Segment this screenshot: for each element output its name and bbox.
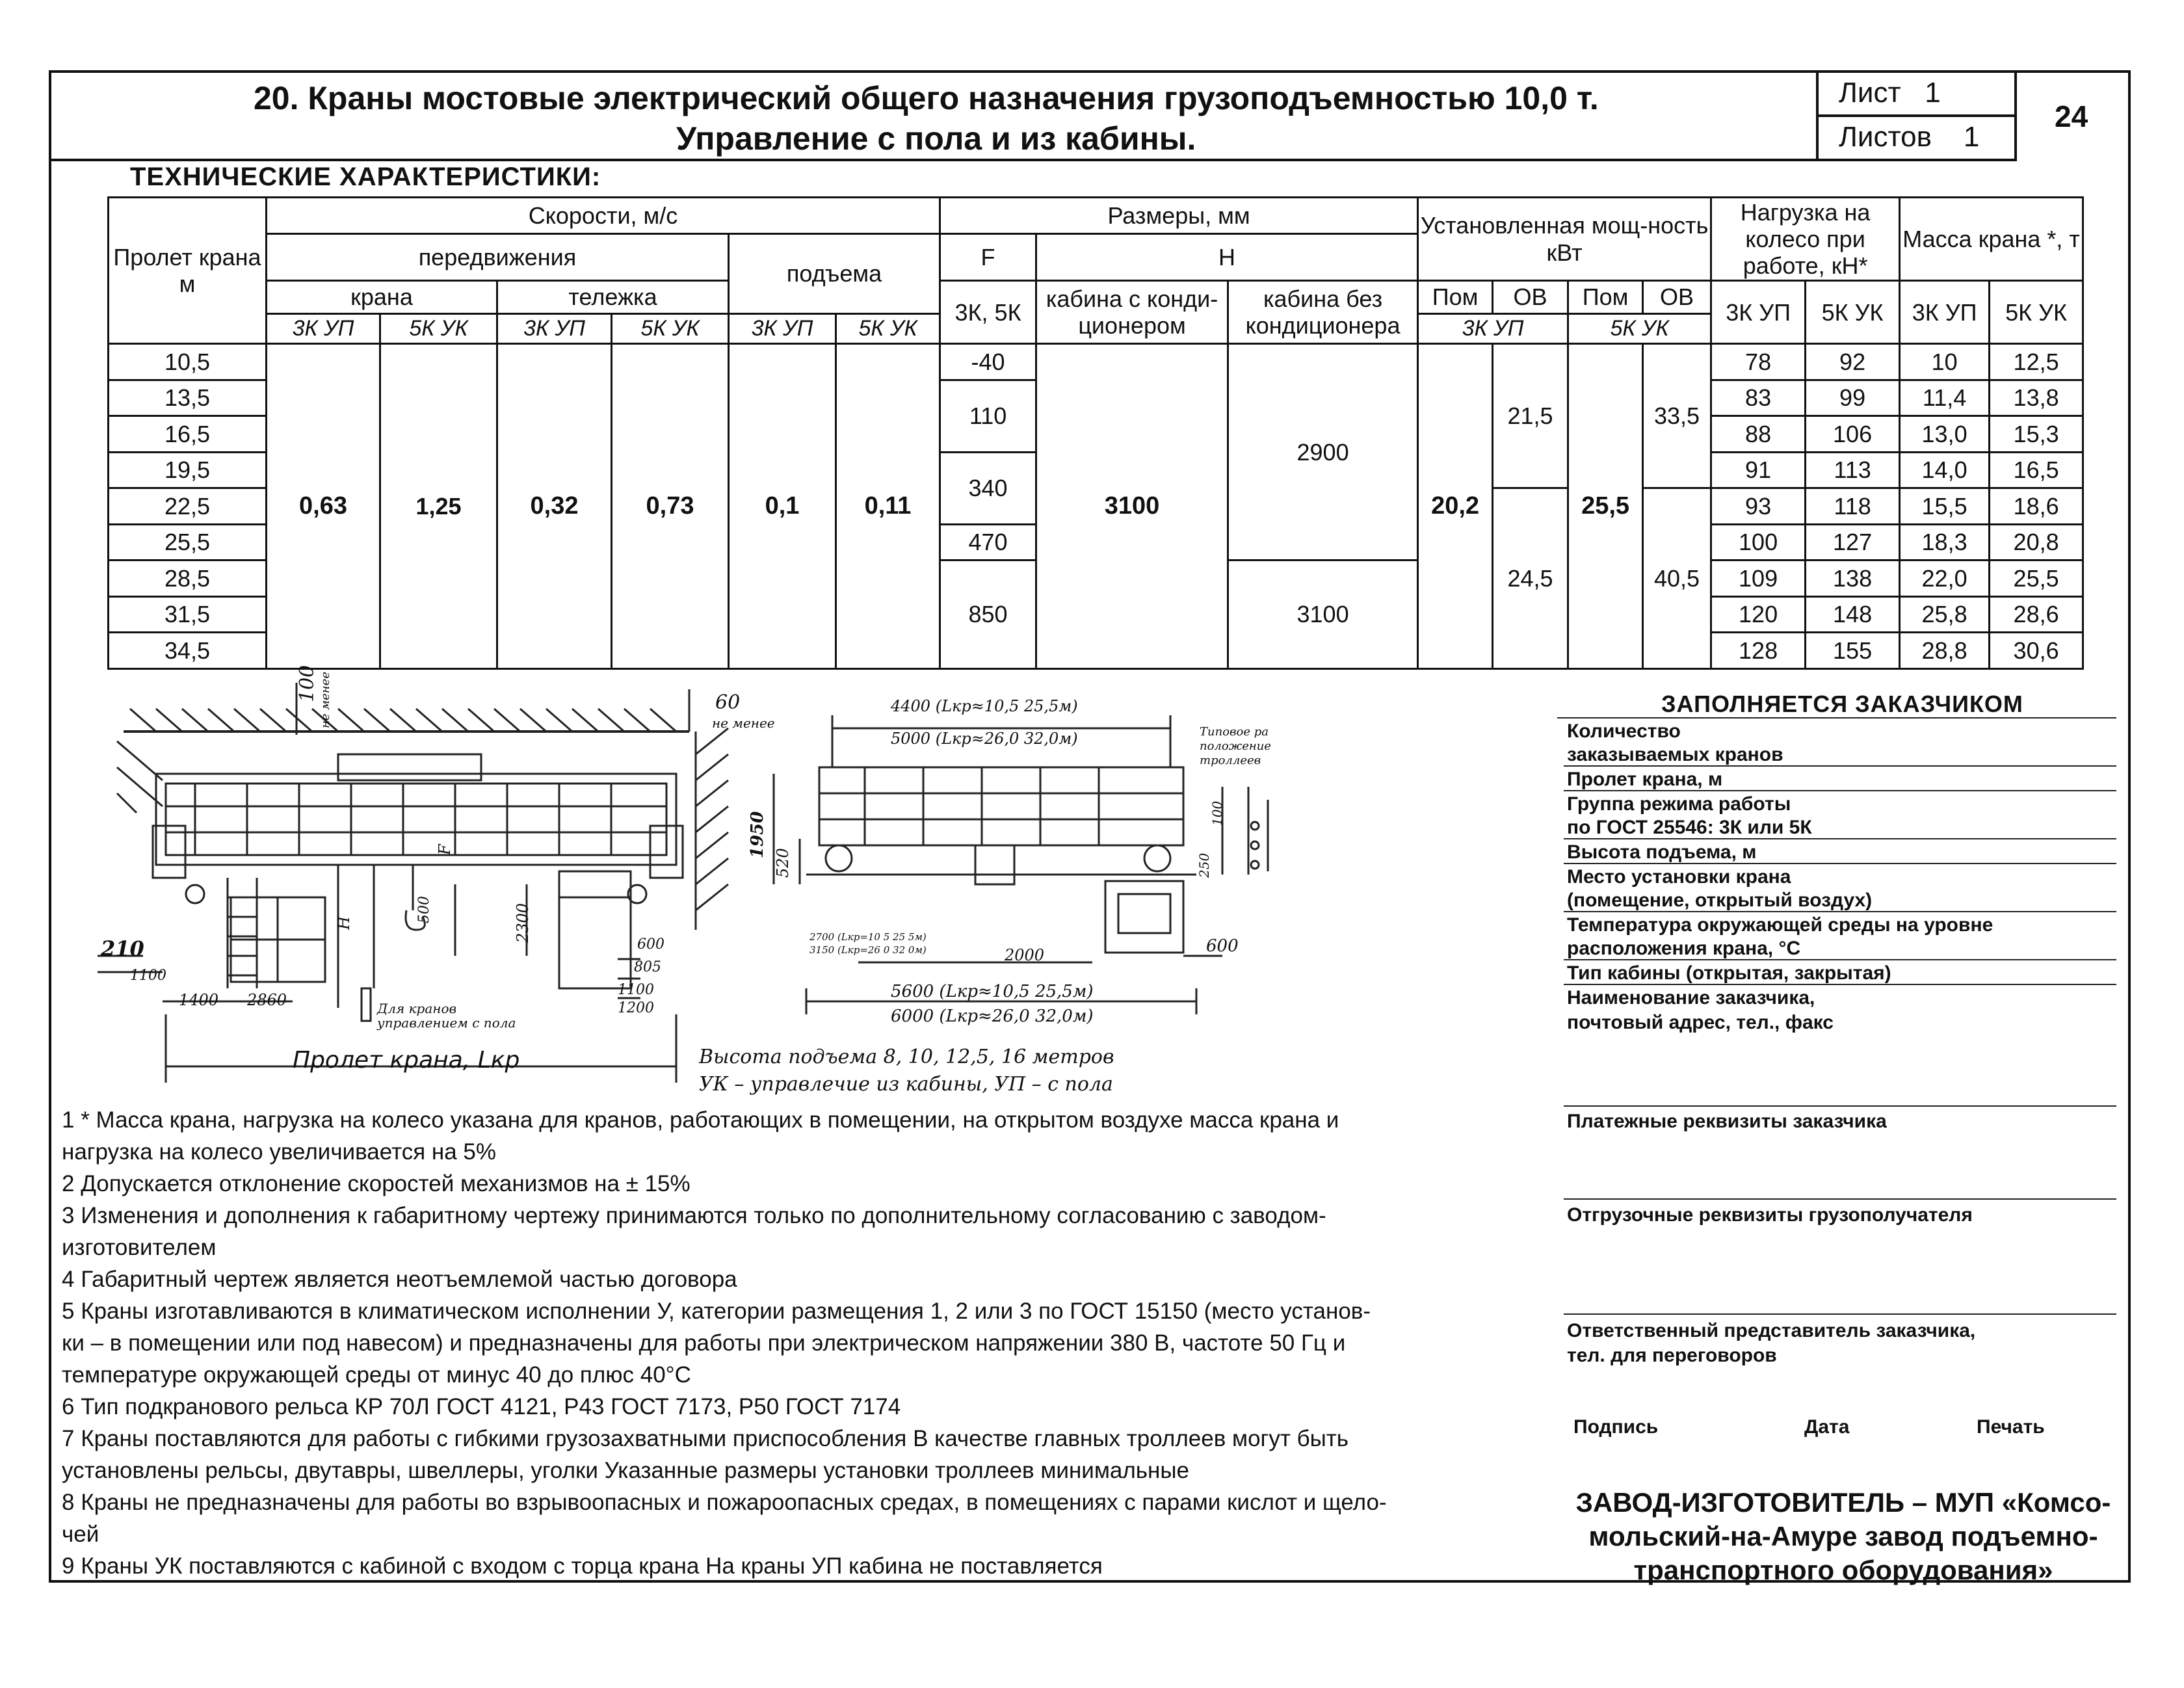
power-ov-5kuk-2: 40,5 [1643, 488, 1711, 669]
mass-3kup: 14,0 [1900, 452, 1990, 488]
dim-520: 520 [774, 848, 792, 878]
note-line: 2 Допускается отклонение скоростей механизмов на ± 15% [62, 1171, 691, 1196]
mass-3kup: 13,0 [1900, 416, 1990, 453]
dim-3150: 3150 (Lкр=26 0 32 0м) [809, 944, 927, 956]
field-qty-line1: Количество [1567, 720, 1681, 742]
span-cell: 16,5 [109, 416, 267, 453]
th-load-5kuk: 5К УК [1806, 281, 1900, 344]
load-3kup: 109 [1711, 560, 1806, 597]
dim-label-F: F [436, 844, 454, 855]
field-height-input[interactable] [1564, 863, 2116, 864]
mass-3kup: 25,8 [1900, 596, 1990, 633]
load-5kuk: 118 [1806, 488, 1900, 525]
dim-2700: 2700 (Lкр=10 5 25 5м) [809, 931, 927, 943]
note-line: чей [62, 1522, 99, 1547]
power-ov-3kup-1: 21,5 [1493, 344, 1568, 488]
speed-trolley-3kup: 0,32 [497, 344, 612, 669]
mass-5kuk: 18,6 [1990, 488, 2083, 525]
mass-5kuk: 20,8 [1990, 524, 2083, 560]
th-g6: 5К УК [836, 313, 940, 343]
field-name-line2: почтовый адрес, тел., факс [1567, 1012, 1834, 1033]
dim-ne-menee: не менее [319, 672, 332, 728]
factory-line-3: транспортного оборудования» [1633, 1555, 2053, 1585]
H-cab-noac-2: 3100 [1228, 560, 1418, 669]
mass-3kup: 11,4 [1900, 380, 1990, 416]
mass-3kup: 18,3 [1900, 524, 1990, 560]
note-line: 6 Тип подкранового рельса КР 70Л ГОСТ 4121, Р43 ГОСТ 7173, Р50 ГОСТ 7174 [62, 1394, 901, 1419]
load-3kup: 120 [1711, 596, 1806, 633]
signature-label: Подпись [1573, 1416, 1659, 1438]
section-title: ТЕХНИЧЕСКИЕ ХАРАКТЕРИСТИКИ: [130, 163, 601, 191]
th-ov-2: ОВ [1643, 281, 1711, 313]
note-line: 9 Краны УК поставляются с кабиной с входом с торца крана На краны УП кабина не поставляется [62, 1553, 1103, 1579]
note-line: установлены рельсы, двутавры, швеллеры, уголки Указанные размеры установки троллеев минимальные [62, 1458, 1189, 1483]
field-shipping: Отгрузочные реквизиты грузополучателя [1567, 1204, 1973, 1226]
field-qty-input[interactable] [1564, 765, 2116, 767]
dim-250: 250 [1196, 852, 1212, 878]
span-cell: 25,5 [109, 524, 267, 560]
speed-lift-5kuk: 0,11 [836, 344, 940, 669]
load-5kuk: 106 [1806, 416, 1900, 453]
th-dims: Размеры, мм [940, 198, 1418, 234]
mass-5kuk: 16,5 [1990, 452, 2083, 488]
field-mode-line1: Группа режима работы [1567, 793, 1791, 815]
factory-block [1557, 1486, 2129, 1587]
mass-5kuk: 30,6 [1990, 633, 2083, 669]
field-temp-input[interactable] [1564, 959, 2116, 960]
document-title-line-2: Управление с пола и из кабины. [676, 120, 1196, 157]
th-pom-1: Пом [1418, 281, 1493, 313]
mass-3kup: 22,0 [1900, 560, 1990, 597]
F-cell: 850 [940, 560, 1036, 669]
sheets-label: Листов 1 [1839, 121, 1980, 153]
th-g3: 3К УП [497, 313, 612, 343]
F-cell: -40 [940, 344, 1036, 380]
load-3kup: 83 [1711, 380, 1806, 416]
field-qty-line2: заказываемых кранов [1567, 744, 1783, 765]
dim-100b: 100 [1209, 800, 1225, 826]
trolley-position-note: Типовое ра положение троллеев [1200, 725, 1271, 767]
th-speeds: Скорости, м/с [267, 198, 940, 234]
field-height: Высота подъема, м [1567, 841, 1757, 863]
field-place-line1: Место установки крана [1567, 866, 1791, 888]
th-ov-1: ОВ [1493, 281, 1568, 313]
th-cab-noac: кабина без кондиционера [1228, 281, 1418, 344]
power-pom-3kup: 20,2 [1418, 344, 1493, 669]
field-temp-line1: Температура окружающей среды на уровне [1567, 914, 1993, 936]
note-line: 5 Краны изготавливаются в климатическом исполнении У, категории размещения 1, 2 или 3 по ГОСТ 15150 (место установ- [62, 1299, 1371, 1324]
th-g5: 3К УП [729, 313, 836, 343]
document-title-line-1: 20. Краны мостовые электрический общего назначения грузоподъемностью 10,0 т. [254, 80, 1599, 116]
top-dim-1: 4400 (Lкр≈10,5 25,5м) [891, 697, 1078, 715]
dim-label-H: H [335, 916, 353, 930]
note-line: 8 Краны не предназначены для работы во взрывоопасных и пожароопасных средах, в помещениях с парами кислот и щело- [62, 1490, 1387, 1515]
span-cell: 28,5 [109, 560, 267, 597]
field-payment: Платежные реквизиты заказчика [1567, 1111, 1887, 1132]
field-shipping-input[interactable] [1564, 1313, 2116, 1315]
control-type-note: УК – управлечие из кабины, УП – с пола [699, 1073, 1113, 1096]
load-5kuk: 155 [1806, 633, 1900, 669]
power-ov-3kup-2: 24,5 [1493, 488, 1568, 669]
th-load-3kup: 3К УП [1711, 281, 1806, 344]
span-cell: 22,5 [109, 488, 267, 525]
F-cell: 110 [940, 380, 1036, 452]
field-span: Пролет крана, м [1567, 769, 1723, 790]
dim-600b: 600 [1206, 936, 1239, 956]
field-temp-line2: расположения крана, °С [1567, 938, 1801, 959]
th-power-3kup: 3К УП [1418, 313, 1568, 343]
mass-3kup: 28,8 [1900, 633, 1990, 669]
th-travel: передвижения [267, 233, 729, 281]
factory-line-1: ЗАВОД-ИЗГОТОВИТЕЛЬ – МУП «Комсо- [1575, 1487, 2111, 1518]
date-label: Дата [1804, 1416, 1850, 1438]
note-line: температуре окружающей среды от минус 40 до плюс 40°С [62, 1362, 691, 1388]
mass-5kuk: 15,3 [1990, 416, 2083, 453]
dim-1400: 1400 [179, 991, 219, 1009]
crane-end-view [774, 715, 1268, 1014]
note-line: 7 Краны поставляются для работы с гибкими грузозахватными приспособления В качестве главных троллеев могут быть [62, 1426, 1349, 1451]
load-5kuk: 138 [1806, 560, 1900, 597]
speed-lift-3kup: 0,1 [729, 344, 836, 669]
sheets-value: 1 [1963, 121, 1980, 153]
dim-100: 100 [296, 665, 319, 702]
load-5kuk: 148 [1806, 596, 1900, 633]
floor-control-note: Для кранов управлением с пола [377, 1001, 516, 1031]
dim-805: 805 [634, 959, 661, 975]
dim-60: 60 [715, 691, 741, 714]
field-name-input[interactable] [1564, 1105, 2116, 1107]
load-5kuk: 113 [1806, 452, 1900, 488]
note-line: 1 * Масса крана, нагрузка на колесо указана для кранов, работающих в помещении, на открытом воздухе масса крана и [62, 1107, 1339, 1133]
lift-heights-note: Высота подъема 8, 10, 12,5, 16 метров [699, 1046, 1114, 1068]
note-line: ки – в помещении или под навесом) и предназначены для работы при электрическом напряжении 380 В, частоте 50 Гц и [62, 1330, 1346, 1356]
th-pom-2: Пом [1568, 281, 1643, 313]
load-5kuk: 99 [1806, 380, 1900, 416]
field-payment-input[interactable] [1564, 1198, 2116, 1200]
mass-3kup: 15,5 [1900, 488, 1990, 525]
dim-ne-menee-2: не менее [712, 715, 775, 731]
field-name-line1: Наименование заказчика, [1567, 987, 1815, 1009]
H-cab-noac-1: 2900 [1228, 344, 1418, 560]
load-5kuk: 92 [1806, 344, 1900, 380]
dim-1950: 1950 [748, 811, 767, 858]
th-lift: подъема [729, 233, 940, 313]
note-line: изготовителем [62, 1235, 217, 1260]
bottom-dim-1: 5600 (Lкр≈10,5 25,5м) [891, 982, 1094, 1001]
load-3kup: 78 [1711, 344, 1806, 380]
dim-2300: 2300 [514, 903, 532, 943]
field-cab: Тип кабины (открытая, закрытая) [1567, 962, 1891, 984]
speed-crane-5kuk: 1,25 [380, 344, 497, 669]
stamp-label: Печать [1977, 1416, 2045, 1438]
power-pom-5kuk: 25,5 [1568, 344, 1643, 669]
sheet-label: Лист 1 [1839, 77, 1941, 109]
th-mass-5kuk: 5К УК [1990, 281, 2083, 344]
power-ov-5kuk-1: 33,5 [1643, 344, 1711, 488]
field-span-input[interactable] [1564, 790, 2116, 791]
mass-5kuk: 12,5 [1990, 344, 2083, 380]
load-3kup: 128 [1711, 633, 1806, 669]
th-H: H [1036, 233, 1418, 281]
note-line: нагрузка на колесо увеличивается на 5% [62, 1139, 496, 1165]
speed-trolley-5kuk: 0,73 [612, 344, 729, 669]
note-line: 4 Габаритный чертеж является неотъемлемой частью договора [62, 1267, 737, 1292]
span-cell: 19,5 [109, 452, 267, 488]
span-cell: 10,5 [109, 344, 267, 380]
page-number: 24 [2055, 99, 2088, 133]
th-power-5kuk: 5К УК [1568, 313, 1711, 343]
load-3kup: 100 [1711, 524, 1806, 560]
th-g2: 5К УК [380, 313, 497, 343]
th-mass-3kup: 3К УП [1900, 281, 1990, 344]
dim-2000: 2000 [1005, 946, 1045, 964]
field-mode-line2: по ГОСТ 25546: 3К или 5К [1567, 817, 1812, 838]
th-g4: 5К УК [612, 313, 729, 343]
th-cab-ac: кабина с конди-ционером [1036, 281, 1228, 344]
mass-5kuk: 25,5 [1990, 560, 2083, 597]
mass-5kuk: 13,8 [1990, 380, 2083, 416]
H-cab-ac: 3100 [1036, 344, 1228, 669]
customer-section-title: ЗАПОЛНЯЕТСЯ ЗАКАЗЧИКОМ [1661, 691, 2023, 717]
dim-1100b: 1100 [618, 982, 654, 998]
dim-600a: 600 [637, 936, 664, 953]
F-cell: 340 [940, 452, 1036, 524]
field-rep-line1: Ответственный представитель заказчика, [1567, 1320, 1976, 1341]
notes-list [62, 1104, 1531, 1582]
sheet-value: 1 [1925, 77, 1941, 109]
load-3kup: 88 [1711, 416, 1806, 453]
span-cell: 34,5 [109, 633, 267, 669]
span-cell: 31,5 [109, 596, 267, 633]
dim-500: 500 [416, 896, 432, 923]
th-F: F [940, 233, 1036, 281]
th-trolley: тележка [497, 281, 729, 313]
dim-210: 210 [101, 936, 144, 961]
th-g1: 3К УП [267, 313, 380, 343]
mass-5kuk: 28,6 [1990, 596, 2083, 633]
top-dim-2: 5000 (Lкр≈26,0 32,0м) [891, 730, 1078, 748]
th-power: Установленная мощ-ность кВт [1418, 198, 1711, 281]
F-cell: 470 [940, 524, 1036, 560]
bottom-dim-2: 6000 (Lкр≈26,0 32,0м) [891, 1007, 1094, 1026]
th-3k5k: 3К, 5К [940, 281, 1036, 344]
mass-3kup: 10 [1900, 344, 1990, 380]
load-3kup: 93 [1711, 488, 1806, 525]
note-line: 3 Изменения и дополнения к габаритному чертежу принимаются только по дополнительному согласованию с заводом- [62, 1203, 1326, 1228]
th-span: Пролет крана м [109, 198, 267, 344]
field-place-line2: (помещение, открытый воздух) [1567, 890, 1873, 911]
span-cell: 13,5 [109, 380, 267, 416]
field-place-input[interactable] [1564, 911, 2116, 912]
th-crane: крана [267, 281, 497, 313]
dim-1200: 1200 [618, 1000, 654, 1016]
field-mode-input[interactable] [1564, 838, 2116, 839]
load-3kup: 91 [1711, 452, 1806, 488]
th-mass: Масса крана *, т [1900, 198, 2083, 281]
load-5kuk: 127 [1806, 524, 1900, 560]
span-label: Пролет крана, Lкр [293, 1047, 520, 1074]
title-underline [1557, 717, 2116, 719]
factory-line-2: мольский-на-Амуре завод подъемно- [1588, 1521, 2098, 1551]
field-rep-line2: тел. для переговоров [1567, 1345, 1777, 1366]
dim-1100: 1100 [130, 968, 166, 984]
dim-2860: 2860 [247, 991, 287, 1009]
speed-crane-3kup: 0,63 [267, 344, 380, 669]
field-cab-input[interactable] [1564, 984, 2116, 985]
th-load: Нагрузка на колесо при работе, кН* [1711, 198, 1900, 281]
